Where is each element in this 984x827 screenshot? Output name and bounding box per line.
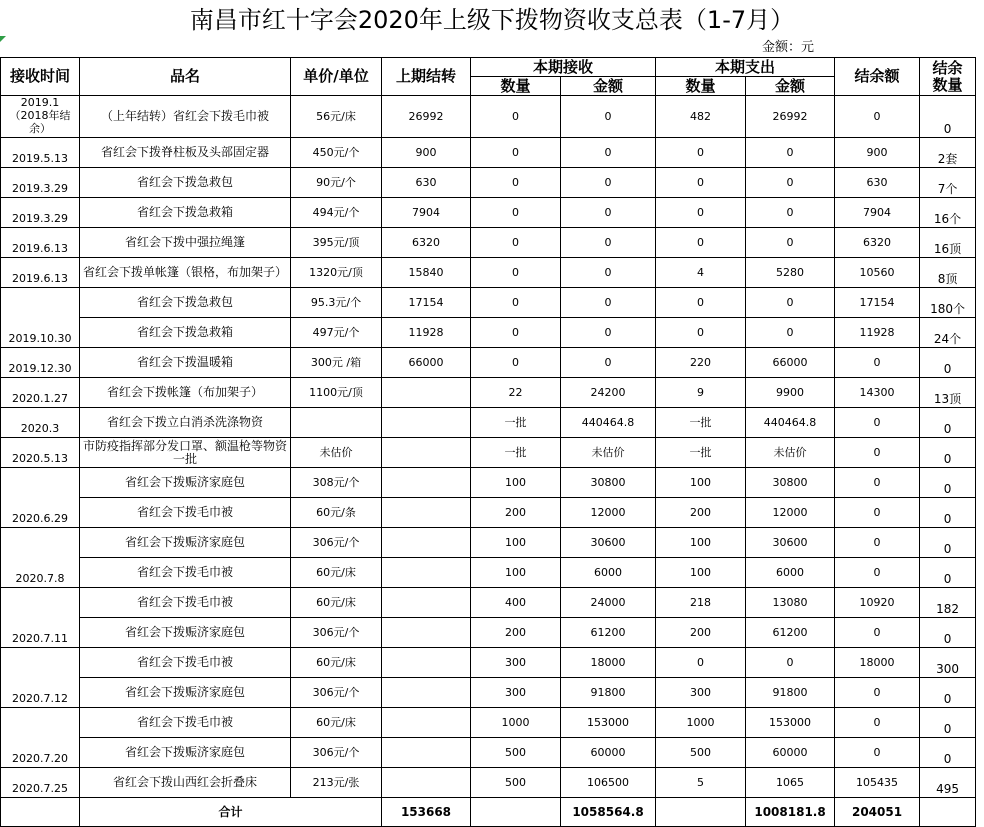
cell-unit-price: 60元/床 (291, 708, 382, 738)
cell-balance: 7904 (835, 198, 920, 228)
cell-received-amount: 0 (561, 96, 656, 138)
cell-corner-marker (0, 36, 6, 42)
cell-item: 省红会下拨脊柱板及头部固定器 (80, 138, 291, 168)
cell-balance: 0 (835, 498, 920, 528)
table-row (1, 378, 976, 408)
header-remaining-qty: 结余 数量 (920, 58, 976, 96)
cell-received-amount: 60000 (561, 738, 656, 768)
cell-item: 省红会下拨赈济家庭包 (80, 468, 291, 498)
cell-received-qty: 1000 (471, 708, 561, 738)
cell-prev (382, 738, 471, 768)
cell-received-amount: 0 (561, 318, 656, 348)
cell-balance: 0 (835, 528, 920, 558)
cell-balance: 6320 (835, 228, 920, 258)
cell-remaining-qty: 0 (920, 498, 976, 528)
header-spent: 本期支出 (656, 58, 835, 77)
cell-unit-price: 300元 /箱 (291, 348, 382, 378)
cell-balance: 105435 (835, 768, 920, 798)
cell-prev (382, 768, 471, 798)
cell-remaining-qty: 0 (920, 618, 976, 648)
cell-date: 2020.6.29 (1, 468, 80, 528)
cell-balance: 0 (835, 96, 920, 138)
cell-spent-amount: 0 (746, 228, 835, 258)
cell-date: 2020.3 (1, 408, 80, 438)
cell-received-amount: 0 (561, 168, 656, 198)
cell-balance: 17154 (835, 288, 920, 318)
cell-unit-price: 306元/个 (291, 738, 382, 768)
table-row (1, 468, 976, 498)
cell-date: 2020.7.11 (1, 588, 80, 648)
cell-remaining-qty: 495 (920, 768, 976, 798)
cell-spent-qty: 4 (656, 258, 746, 288)
total-received-amount: 1058564.8 (561, 798, 656, 827)
header-spent-amount: 金额 (746, 77, 835, 96)
table-body (1, 96, 976, 798)
cell-item: （上年结转）省红会下拨毛巾被 (80, 96, 291, 138)
cell-prev: 17154 (382, 288, 471, 318)
cell-remaining-qty: 180个 (920, 288, 976, 318)
cell-spent-amount: 0 (746, 198, 835, 228)
cell-received-qty: 0 (471, 168, 561, 198)
cell-prev: 11928 (382, 318, 471, 348)
table-row (1, 288, 976, 318)
cell-item: 省红会下拨赈济家庭包 (80, 528, 291, 558)
cell-balance: 10560 (835, 258, 920, 288)
table-row (1, 648, 976, 678)
table-row (1, 438, 976, 468)
cell-spent-qty: 一批 (656, 438, 746, 468)
header-spent-qty: 数量 (656, 77, 746, 96)
cell-received-amount: 12000 (561, 498, 656, 528)
cell-unit-price: 未估价 (291, 438, 382, 468)
cell-spent-qty: 1000 (656, 708, 746, 738)
cell-item: 省红会下拨毛巾被 (80, 708, 291, 738)
cell-unit-price: 56元/床 (291, 96, 382, 138)
table-row (1, 138, 976, 168)
cell-remaining-qty: 0 (920, 438, 976, 468)
cell-received-qty: 0 (471, 258, 561, 288)
cell-received-qty: 400 (471, 588, 561, 618)
table-row (1, 678, 976, 708)
cell-item: 省红会下拨单帐篷（银格，布加架子） (80, 258, 291, 288)
cell-balance: 0 (835, 438, 920, 468)
cell-balance: 0 (835, 708, 920, 738)
cell-date: 2019.3.29 (1, 198, 80, 228)
cell-prev (382, 558, 471, 588)
cell-received-amount: 0 (561, 288, 656, 318)
cell-received-qty: 300 (471, 678, 561, 708)
total-prev: 153668 (382, 798, 471, 827)
cell-balance: 18000 (835, 648, 920, 678)
cell-spent-amount: 0 (746, 318, 835, 348)
table-row (1, 498, 976, 528)
cell-received-amount: 0 (561, 348, 656, 378)
cell-remaining-qty: 24个 (920, 318, 976, 348)
cell-unit-price: 306元/个 (291, 528, 382, 558)
cell-spent-qty: 200 (656, 498, 746, 528)
table-row (1, 408, 976, 438)
cell-spent-qty: 0 (656, 318, 746, 348)
cell-spent-qty: 100 (656, 528, 746, 558)
cell-received-qty: 100 (471, 558, 561, 588)
cell-received-amount: 0 (561, 258, 656, 288)
cell-date: 2019.6.13 (1, 228, 80, 258)
cell-date: 2020.7.20 (1, 708, 80, 768)
cell-item: 省红会下拨赈济家庭包 (80, 618, 291, 648)
table-row (1, 228, 976, 258)
cell-item: 省红会下拨山西红会折叠床 (80, 768, 291, 798)
cell-spent-qty: 一批 (656, 408, 746, 438)
cell-remaining-qty: 0 (920, 348, 976, 378)
cell-date: 2020.7.12 (1, 648, 80, 708)
cell-received-qty: 100 (471, 528, 561, 558)
cell-spent-qty: 218 (656, 588, 746, 618)
cell-spent-qty: 500 (656, 738, 746, 768)
amount-unit: 金额：元 (762, 40, 815, 55)
cell-received-qty: 22 (471, 378, 561, 408)
cell-received-qty: 500 (471, 768, 561, 798)
cell-received-qty: 100 (471, 468, 561, 498)
cell-spent-amount: 30800 (746, 468, 835, 498)
cell-remaining-qty: 182 (920, 588, 976, 618)
table-row (1, 528, 976, 558)
cell-item: 省红会下拨急救包 (80, 288, 291, 318)
cell-prev: 6320 (382, 228, 471, 258)
cell-item: 省红会下拨赈济家庭包 (80, 738, 291, 768)
header-received: 本期接收 (471, 58, 656, 77)
cell-item: 省红会下拨急救包 (80, 168, 291, 198)
cell-spent-amount: 1065 (746, 768, 835, 798)
cell-received-amount: 未估价 (561, 438, 656, 468)
cell-prev: 26992 (382, 96, 471, 138)
cell-received-qty: 0 (471, 138, 561, 168)
cell-prev (382, 528, 471, 558)
header-balance: 结余额 (835, 58, 920, 96)
cell-item: 省红会下拨中强拉绳篷 (80, 228, 291, 258)
cell-remaining-qty: 8顶 (920, 258, 976, 288)
table-row (1, 168, 976, 198)
table-row (1, 558, 976, 588)
cell-date: 2019.6.13 (1, 258, 80, 288)
cell-spent-qty: 0 (656, 288, 746, 318)
table-row (1, 318, 976, 348)
table-row (1, 258, 976, 288)
cell-item: 省红会下拨毛巾被 (80, 648, 291, 678)
cell-remaining-qty: 16顶 (920, 228, 976, 258)
cell-unit-price: 90元/个 (291, 168, 382, 198)
cell-received-amount: 440464.8 (561, 408, 656, 438)
cell-received-qty: 0 (471, 228, 561, 258)
cell-date: 2019.10.30 (1, 288, 80, 348)
cell-spent-amount: 0 (746, 138, 835, 168)
cell-spent-qty: 0 (656, 648, 746, 678)
cell-balance: 11928 (835, 318, 920, 348)
cell-spent-qty: 100 (656, 558, 746, 588)
cell-unit-price: 308元/个 (291, 468, 382, 498)
cell-balance: 0 (835, 348, 920, 378)
cell-unit-price: 213元/张 (291, 768, 382, 798)
cell-unit-price (291, 408, 382, 438)
cell-received-amount: 0 (561, 228, 656, 258)
cell-spent-qty: 220 (656, 348, 746, 378)
cell-unit-price: 95.3元/个 (291, 288, 382, 318)
cell-spent-qty: 0 (656, 198, 746, 228)
total-date-cell (1, 798, 80, 827)
cell-received-qty: 300 (471, 648, 561, 678)
cell-balance: 0 (835, 558, 920, 588)
cell-received-amount: 153000 (561, 708, 656, 738)
cell-received-qty: 0 (471, 198, 561, 228)
cell-received-qty: 200 (471, 498, 561, 528)
cell-balance: 0 (835, 468, 920, 498)
cell-remaining-qty: 0 (920, 678, 976, 708)
cell-spent-amount: 66000 (746, 348, 835, 378)
header-unit-price: 单价/单位 (291, 58, 382, 96)
table-row (1, 618, 976, 648)
cell-remaining-qty: 7个 (920, 168, 976, 198)
total-label: 合计 (80, 798, 382, 827)
header-prev-carryover: 上期结转 (382, 58, 471, 96)
cell-date: 2020.7.8 (1, 528, 80, 588)
table-row (1, 198, 976, 228)
cell-item: 市防疫指挥部分发口罩、额温枪等物资一批 (80, 438, 291, 468)
cell-spent-amount: 13080 (746, 588, 835, 618)
cell-prev (382, 378, 471, 408)
cell-spent-amount: 0 (746, 288, 835, 318)
cell-prev (382, 408, 471, 438)
cell-spent-qty: 200 (656, 618, 746, 648)
cell-item: 省红会下拨毛巾被 (80, 498, 291, 528)
cell-received-amount: 6000 (561, 558, 656, 588)
cell-received-amount: 0 (561, 198, 656, 228)
cell-received-qty: 0 (471, 348, 561, 378)
cell-remaining-qty: 300 (920, 648, 976, 678)
cell-balance: 14300 (835, 378, 920, 408)
report-title: 南昌市红十字会2020年上级下拨物资收支总表（1-7月） (189, 6, 795, 34)
cell-spent-amount: 9900 (746, 378, 835, 408)
cell-prev (382, 588, 471, 618)
cell-spent-amount: 未估价 (746, 438, 835, 468)
total-remaining-qty (920, 798, 976, 827)
header-date: 接收时间 (1, 58, 80, 96)
cell-spent-amount: 12000 (746, 498, 835, 528)
cell-prev (382, 678, 471, 708)
cell-spent-amount: 6000 (746, 558, 835, 588)
cell-unit-price: 60元/床 (291, 648, 382, 678)
cell-spent-qty: 0 (656, 138, 746, 168)
table-row (1, 588, 976, 618)
cell-item: 省红会下拨毛巾被 (80, 558, 291, 588)
cell-date: 2020.5.13 (1, 438, 80, 468)
cell-received-amount: 30600 (561, 528, 656, 558)
cell-prev (382, 498, 471, 528)
cell-remaining-qty: 2套 (920, 138, 976, 168)
cell-date: 2019.5.13 (1, 138, 80, 168)
cell-date: 2020.7.25 (1, 768, 80, 798)
cell-balance: 10920 (835, 588, 920, 618)
cell-spent-qty: 5 (656, 768, 746, 798)
cell-spent-qty: 0 (656, 228, 746, 258)
cell-item: 省红会下拨帐篷（布加架子） (80, 378, 291, 408)
cell-spent-amount: 0 (746, 168, 835, 198)
total-balance: 204051 (835, 798, 920, 827)
total-spent-amount: 1008181.8 (746, 798, 835, 827)
cell-date: 2019.12.30 (1, 348, 80, 378)
cell-balance: 900 (835, 138, 920, 168)
cell-spent-qty: 0 (656, 168, 746, 198)
cell-unit-price: 494元/个 (291, 198, 382, 228)
cell-remaining-qty: 0 (920, 96, 976, 138)
summary-table (0, 57, 976, 827)
cell-balance: 630 (835, 168, 920, 198)
cell-spent-qty: 300 (656, 678, 746, 708)
cell-received-qty: 0 (471, 96, 561, 138)
cell-prev (382, 618, 471, 648)
cell-date: 2019.3.29 (1, 168, 80, 198)
cell-date: 2020.1.27 (1, 378, 80, 408)
cell-received-amount: 24000 (561, 588, 656, 618)
cell-remaining-qty: 0 (920, 528, 976, 558)
cell-spent-amount: 5280 (746, 258, 835, 288)
header-received-qty: 数量 (471, 77, 561, 96)
cell-prev: 7904 (382, 198, 471, 228)
cell-prev (382, 438, 471, 468)
cell-remaining-qty: 0 (920, 558, 976, 588)
cell-spent-amount: 26992 (746, 96, 835, 138)
cell-remaining-qty: 16个 (920, 198, 976, 228)
total-row (1, 798, 976, 827)
table-row (1, 96, 976, 138)
cell-unit-price: 306元/个 (291, 618, 382, 648)
total-spent-qty (656, 798, 746, 827)
cell-unit-price: 60元/床 (291, 558, 382, 588)
cell-item: 省红会下拨急救箱 (80, 318, 291, 348)
header-item: 品名 (80, 58, 291, 96)
cell-received-qty: 一批 (471, 438, 561, 468)
cell-spent-amount: 0 (746, 648, 835, 678)
cell-balance: 0 (835, 678, 920, 708)
cell-date: 2019.1（2018年结余） (1, 96, 80, 138)
cell-spent-amount: 60000 (746, 738, 835, 768)
cell-balance: 0 (835, 738, 920, 768)
cell-prev: 15840 (382, 258, 471, 288)
cell-unit-price: 497元/个 (291, 318, 382, 348)
cell-spent-qty: 100 (656, 468, 746, 498)
cell-remaining-qty: 0 (920, 708, 976, 738)
cell-balance: 0 (835, 618, 920, 648)
cell-received-qty: 200 (471, 618, 561, 648)
cell-balance: 0 (835, 408, 920, 438)
cell-remaining-qty: 13顶 (920, 378, 976, 408)
cell-prev (382, 648, 471, 678)
header-received-amount: 金额 (561, 77, 656, 96)
cell-received-qty: 0 (471, 318, 561, 348)
cell-prev: 66000 (382, 348, 471, 378)
cell-unit-price: 395元/顶 (291, 228, 382, 258)
cell-received-qty: 一批 (471, 408, 561, 438)
cell-received-amount: 18000 (561, 648, 656, 678)
table-row (1, 738, 976, 768)
table-row (1, 348, 976, 378)
cell-unit-price: 60元/条 (291, 498, 382, 528)
cell-item: 省红会下拨立白消杀洗涤物资 (80, 408, 291, 438)
cell-received-qty: 500 (471, 738, 561, 768)
total-received-qty (471, 798, 561, 827)
cell-received-qty: 0 (471, 288, 561, 318)
table-row (1, 708, 976, 738)
cell-received-amount: 30800 (561, 468, 656, 498)
cell-spent-amount: 153000 (746, 708, 835, 738)
cell-received-amount: 91800 (561, 678, 656, 708)
cell-unit-price: 450元/个 (291, 138, 382, 168)
cell-remaining-qty: 0 (920, 408, 976, 438)
cell-remaining-qty: 0 (920, 738, 976, 768)
cell-remaining-qty: 0 (920, 468, 976, 498)
cell-item: 省红会下拨急救箱 (80, 198, 291, 228)
cell-received-amount: 61200 (561, 618, 656, 648)
cell-prev (382, 468, 471, 498)
cell-prev: 630 (382, 168, 471, 198)
cell-spent-amount: 91800 (746, 678, 835, 708)
cell-item: 省红会下拨温暖箱 (80, 348, 291, 378)
cell-item: 省红会下拨赈济家庭包 (80, 678, 291, 708)
cell-received-amount: 0 (561, 138, 656, 168)
cell-received-amount: 106500 (561, 768, 656, 798)
cell-received-amount: 24200 (561, 378, 656, 408)
cell-unit-price: 60元/床 (291, 588, 382, 618)
cell-prev: 900 (382, 138, 471, 168)
cell-spent-amount: 440464.8 (746, 408, 835, 438)
table-row (1, 768, 976, 798)
cell-prev (382, 708, 471, 738)
cell-spent-amount: 61200 (746, 618, 835, 648)
cell-spent-qty: 9 (656, 378, 746, 408)
cell-spent-amount: 30600 (746, 528, 835, 558)
cell-unit-price: 1320元/顶 (291, 258, 382, 288)
cell-spent-qty: 482 (656, 96, 746, 138)
cell-unit-price: 306元/个 (291, 678, 382, 708)
cell-unit-price: 1100元/顶 (291, 378, 382, 408)
cell-item: 省红会下拨毛巾被 (80, 588, 291, 618)
